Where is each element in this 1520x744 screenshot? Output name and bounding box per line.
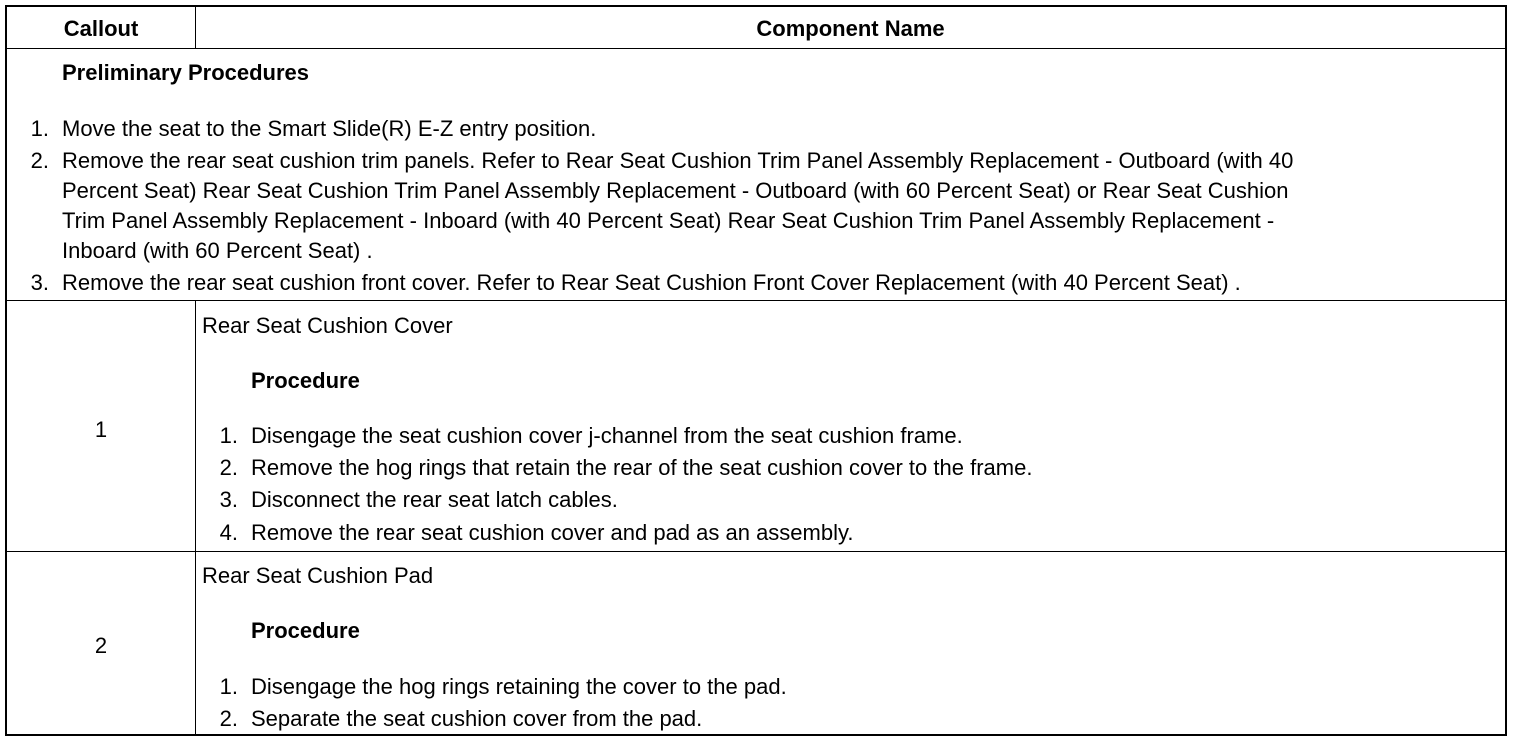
row-divider — [7, 551, 1505, 552]
component-name: Rear Seat Cushion Pad — [202, 563, 434, 588]
step-text: Disengage the seat cushion cover j-channel from the seat cushion frame. — [251, 423, 963, 448]
procedure-label: Procedure — [251, 618, 360, 643]
step-text: Trim Panel Assembly Replacement - Inboard (with 40 Percent Seat) Rear Seat Cushion Trim Panel Assembly Replacement - — [62, 208, 1275, 233]
step-text: Remove the rear seat cushion cover and pad as an assembly. — [251, 520, 854, 545]
row-divider — [7, 300, 1505, 301]
step-text: Move the seat to the Smart Slide(R) E-Z entry position. — [62, 116, 597, 141]
column-divider — [195, 301, 196, 736]
step-number: 4. — [219, 520, 238, 545]
preliminary-title: Preliminary Procedures — [62, 60, 310, 85]
procedure-table — [5, 5, 1507, 736]
step-text: Separate the seat cushion cover from the pad. — [251, 706, 703, 731]
step-text: Inboard (with 60 Percent Seat) . — [62, 238, 373, 263]
procedure-label: Procedure — [251, 368, 360, 393]
header-component-name: Component Name — [756, 16, 945, 41]
step-text: Remove the rear seat cushion front cover. Refer to Rear Seat Cushion Front Cover Replacement (with 40 Percent Seat) . — [62, 270, 1241, 295]
step-text: Disconnect the rear seat latch cables. — [251, 487, 618, 512]
step-number: 1. — [219, 674, 238, 699]
step-number: 1. — [219, 423, 238, 448]
step-number: 2. — [30, 148, 49, 173]
step-text: Remove the rear seat cushion trim panels. Refer to Rear Seat Cushion Trim Panel Assembly Replacement - Outboard (with 40 — [62, 148, 1294, 173]
component-name: Rear Seat Cushion Cover — [202, 313, 453, 338]
callout-number: 1 — [94, 417, 108, 442]
step-text: Remove the hog rings that retain the rear of the seat cushion cover to the frame. — [251, 455, 1033, 480]
callout-number: 2 — [94, 633, 108, 658]
step-text: Disengage the hog rings retaining the cover to the pad. — [251, 674, 787, 699]
header-callout: Callout — [63, 16, 139, 41]
step-number: 1. — [30, 116, 49, 141]
step-text: Percent Seat) Rear Seat Cushion Trim Panel Assembly Replacement - Outboard (with 60 Percent Seat) or Rear Seat Cushion — [62, 178, 1289, 203]
step-number: 2. — [219, 706, 238, 731]
step-number: 3. — [219, 487, 238, 512]
step-number: 3. — [30, 270, 49, 295]
step-number: 2. — [219, 455, 238, 480]
